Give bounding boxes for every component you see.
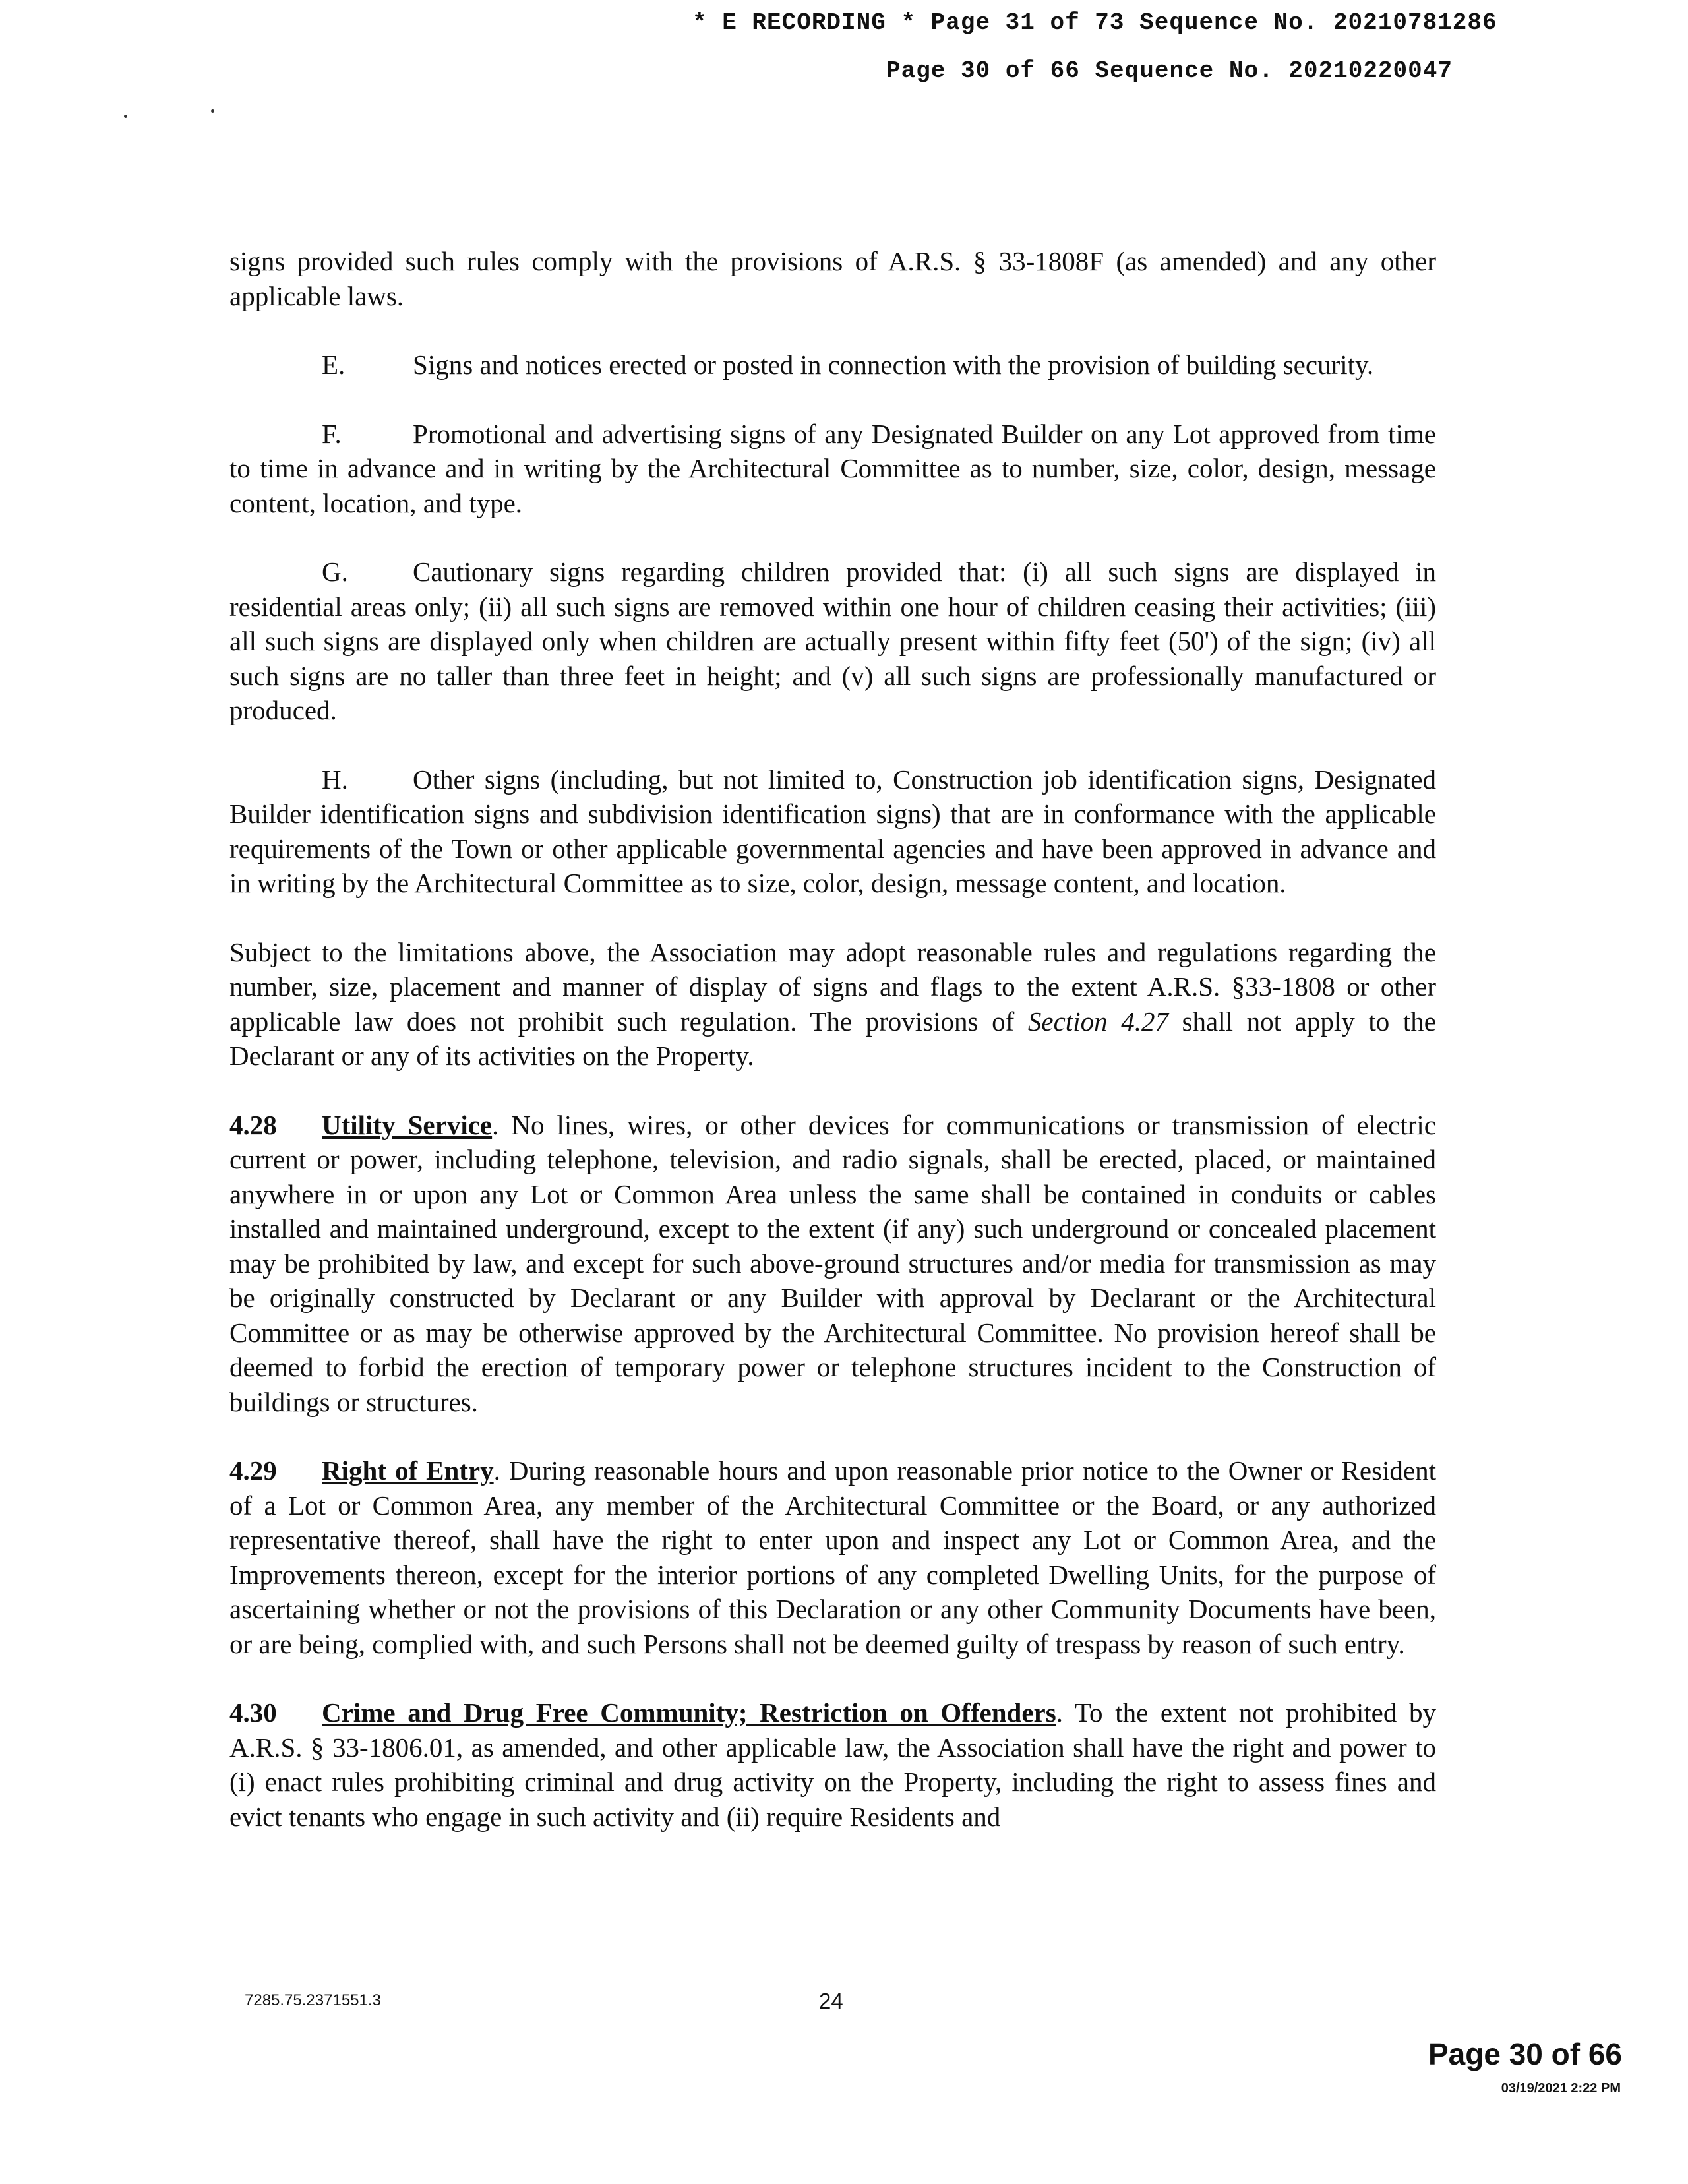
item-e-paragraph xyxy=(229,348,1436,382)
item-text: Signs and notices erected or posted in connection with the provision of building security. xyxy=(413,349,1374,380)
section-4-28 xyxy=(229,1108,1436,1420)
item-letter: G. xyxy=(322,557,348,587)
item-text: Cautionary signs regarding children provided that: (i) all such signs are displayed in residential areas only; (ii) all such signs are removed within one hour of children ceasing their activities; (iii) all such signs are displayed only when children are actually present within fifty feet (50') of the sign; (iv) all such signs are no taller than three feet in height; and (v) all such signs are professionally manufactured or produced. xyxy=(229,557,1436,725)
document-id: 7285.75.2371551.3 xyxy=(245,1991,381,2009)
section-title: Right of Entry xyxy=(322,1455,494,1486)
item-g-paragraph xyxy=(229,555,1436,728)
scan-speck xyxy=(124,115,127,118)
item-h-paragraph xyxy=(229,762,1436,901)
recording-stamp: * E RECORDING * Page 31 of 73 Sequence No. 20210781286 xyxy=(692,9,1497,36)
page-count-stamp: Page 30 of 66 xyxy=(1428,2037,1622,2071)
document-body xyxy=(229,244,1436,1868)
item-text: Other signs (including, but not limited to, Construction job identification signs, Designated Builder identification signs and subdivision identification signs) that are in conformance with the applicable requirements of the Town or other applicable governmental agencies and have been approved in advance and in writing by the Architectural Committee as to size, color, design, message content, and location. xyxy=(229,764,1436,898)
date-stamp: 03/19/2021 2:22 PM xyxy=(1501,2081,1621,2096)
section-number: 4.29 xyxy=(229,1455,277,1486)
item-letter: F. xyxy=(322,418,342,449)
item-letter: H. xyxy=(322,764,348,795)
continuation-paragraph: signs provided such rules comply with the provisions of A.R.S. § 33-1808F (as amended) and any other applicable laws. xyxy=(229,246,1436,311)
section-4-30 xyxy=(229,1695,1436,1834)
section-text: . To the extent not prohibited by A.R.S. § 33-1806.01, as amended, and other applicable law, the Association shall have the right and power to (i) enact rules prohibiting criminal and drug activity on the Property, including the right to assess fines and evict tenants who engage in such activity and (ii) require Residents and xyxy=(229,1697,1436,1832)
item-letter: E. xyxy=(322,349,346,380)
section-title: Crime and Drug Free Community; Restriction on Offenders xyxy=(322,1697,1056,1728)
item-f-paragraph xyxy=(229,417,1436,521)
item-text: Promotional and advertising signs of any Designated Builder on any Lot approved from time to time in advance and in writing by the Architectural Committee as to number, size, color, design, message content, location, and type. xyxy=(229,418,1436,518)
subject-text: Subject to the limitations above, the Association may adopt reasonable rules and regulations regarding the number, size, placement and manner of display of signs and flags to the extent A.R.S. §33-1808 or other applicable law does not prohibit such regulation. The provisions of xyxy=(229,936,1436,1037)
scan-speck xyxy=(211,109,214,113)
section-text: . No lines, wires, or other devices for communications or transmission of electric current or power, including telephone, television, and radio signals, shall be erected, placed, or maintained anywhere in or upon any Lot or Common Area unless the same shall be contained in conduits or cables installed and maintained underground, except to the extent (if any) such underground or concealed placement may be prohibited by law, and except for such above-ground structures and/or media for transmission as may be originally constructed by Declarant or any Builder with approval by Declarant or the Architectural Committee or as may be otherwise approved by the Architectural Committee. No provision hereof shall be deemed to forbid the erection of temporary power or telephone structures incident to the Construction of buildings or structures. xyxy=(229,1109,1436,1417)
page-number: 24 xyxy=(819,1989,843,2013)
section-number: 4.28 xyxy=(229,1109,277,1140)
section-reference: Section 4.27 xyxy=(1027,1006,1168,1037)
subject-text-end: shall not apply to the Declarant or any of its activities on the Property. xyxy=(229,1006,1436,1071)
section-title: Utility Service xyxy=(322,1109,493,1140)
section-4-29 xyxy=(229,1453,1436,1661)
sequence-stamp: Page 30 of 66 Sequence No. 20210220047 xyxy=(886,57,1453,84)
subject-paragraph xyxy=(229,935,1436,1074)
section-number: 4.30 xyxy=(229,1697,277,1728)
section-text: . During reasonable hours and upon reasonable prior notice to the Owner or Resident of a Lot or Common Area, any member of the Architectural Committee or the Board, or any authorized representative thereof, shall have the right to enter upon and inspect any Lot or Common Area, and the Improvements thereon, except for the interior portions of any completed Dwelling Units, for the purpose of ascertaining whether or not the provisions of this Declaration or any other Community Documents have been, or are being, complied with, and such Persons shall not be deemed guilty of trespass by reason of such entry. xyxy=(229,1455,1437,1659)
